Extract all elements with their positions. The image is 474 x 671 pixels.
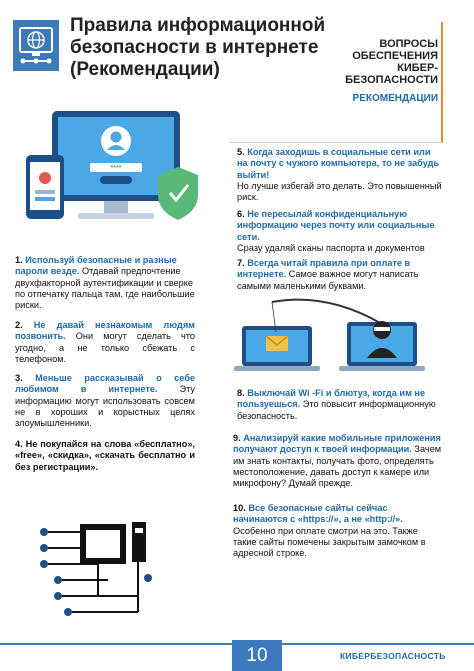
page-number: 10 <box>232 640 282 671</box>
tip-6: 6. Не пересылай конфиденциальную информацию через почту или социальные сети. Сразу удаляй сканы паспорта и документов <box>237 209 435 253</box>
tip-9: 9. Анализируй какие мобильные приложения получают доступ к твоей информации. Зачем им знать контакты, получать фото, определять местоположение, давать доступ к камере или микрофону? Думай прежде. <box>233 433 442 489</box>
tip-3: 3. Меньше рассказывай о себе любимом в интернете. Эту информацию могут использовать совсем не в хороших и корыстных целях злоумышленники. <box>15 373 195 429</box>
tip-4: 4. Не покупайся на слова «бесплатно», «free», «скидка», «скачать бесплатно и без регистрации». <box>15 439 195 472</box>
tip-7: 7. Всегда читай правила при оплате в интернете. Самое важное могут написать самыми маленькими буквами. <box>237 258 419 291</box>
hardware-circuit-icon <box>38 518 163 628</box>
tip-8: 8. Выключай Wi -Fi и блютуз, когда им не пользуешься. Это повысит информационную безопасность. <box>237 388 436 421</box>
section-subheading: РЕКОМЕНДАЦИИ <box>352 93 438 104</box>
secure-login-illustration <box>20 105 215 240</box>
password-mask: **** <box>110 165 122 172</box>
section-heading: ВОПРОСЫ ОБЕСПЕЧЕНИЯ КИБЕР- БЕЗОПАСНОСТИ <box>345 38 438 86</box>
header-rule <box>230 142 444 143</box>
tip-5: 5. Когда заходишь в социальные сети или на почту с чужого компьютера, то не забудь выйти! Но лучше избегай это делать. Это повышенный риск. <box>237 147 442 203</box>
phishing-illustration <box>232 296 442 374</box>
tip-1: 1. Используй безопасные и разные пароли везде. Отдавай предпочтение двухфакторной аутентификации и сверке по отпечатку пальца там, где наибольшие риски. <box>15 255 195 311</box>
globe-network-icon <box>13 20 59 71</box>
tip-2: 2. Не давай незнакомым людям позвонить. Они могут сделать что угодно, а не только сбежать с телефоном. <box>15 320 195 364</box>
accent-divider <box>441 22 443 142</box>
footer-label: КИБЕРБЕЗОПАСНОСТЬ <box>340 651 446 661</box>
tip-10: 10. Все безопасные сайты сейчас начинаются с «https://», а не «http://». Особенно при оплате смотри на это. Также такие сайты помечены закрытым замочком в адресной строке. <box>233 503 426 559</box>
page-title: Правила информационной безопасности в интернете (Рекомендации) <box>70 15 326 80</box>
